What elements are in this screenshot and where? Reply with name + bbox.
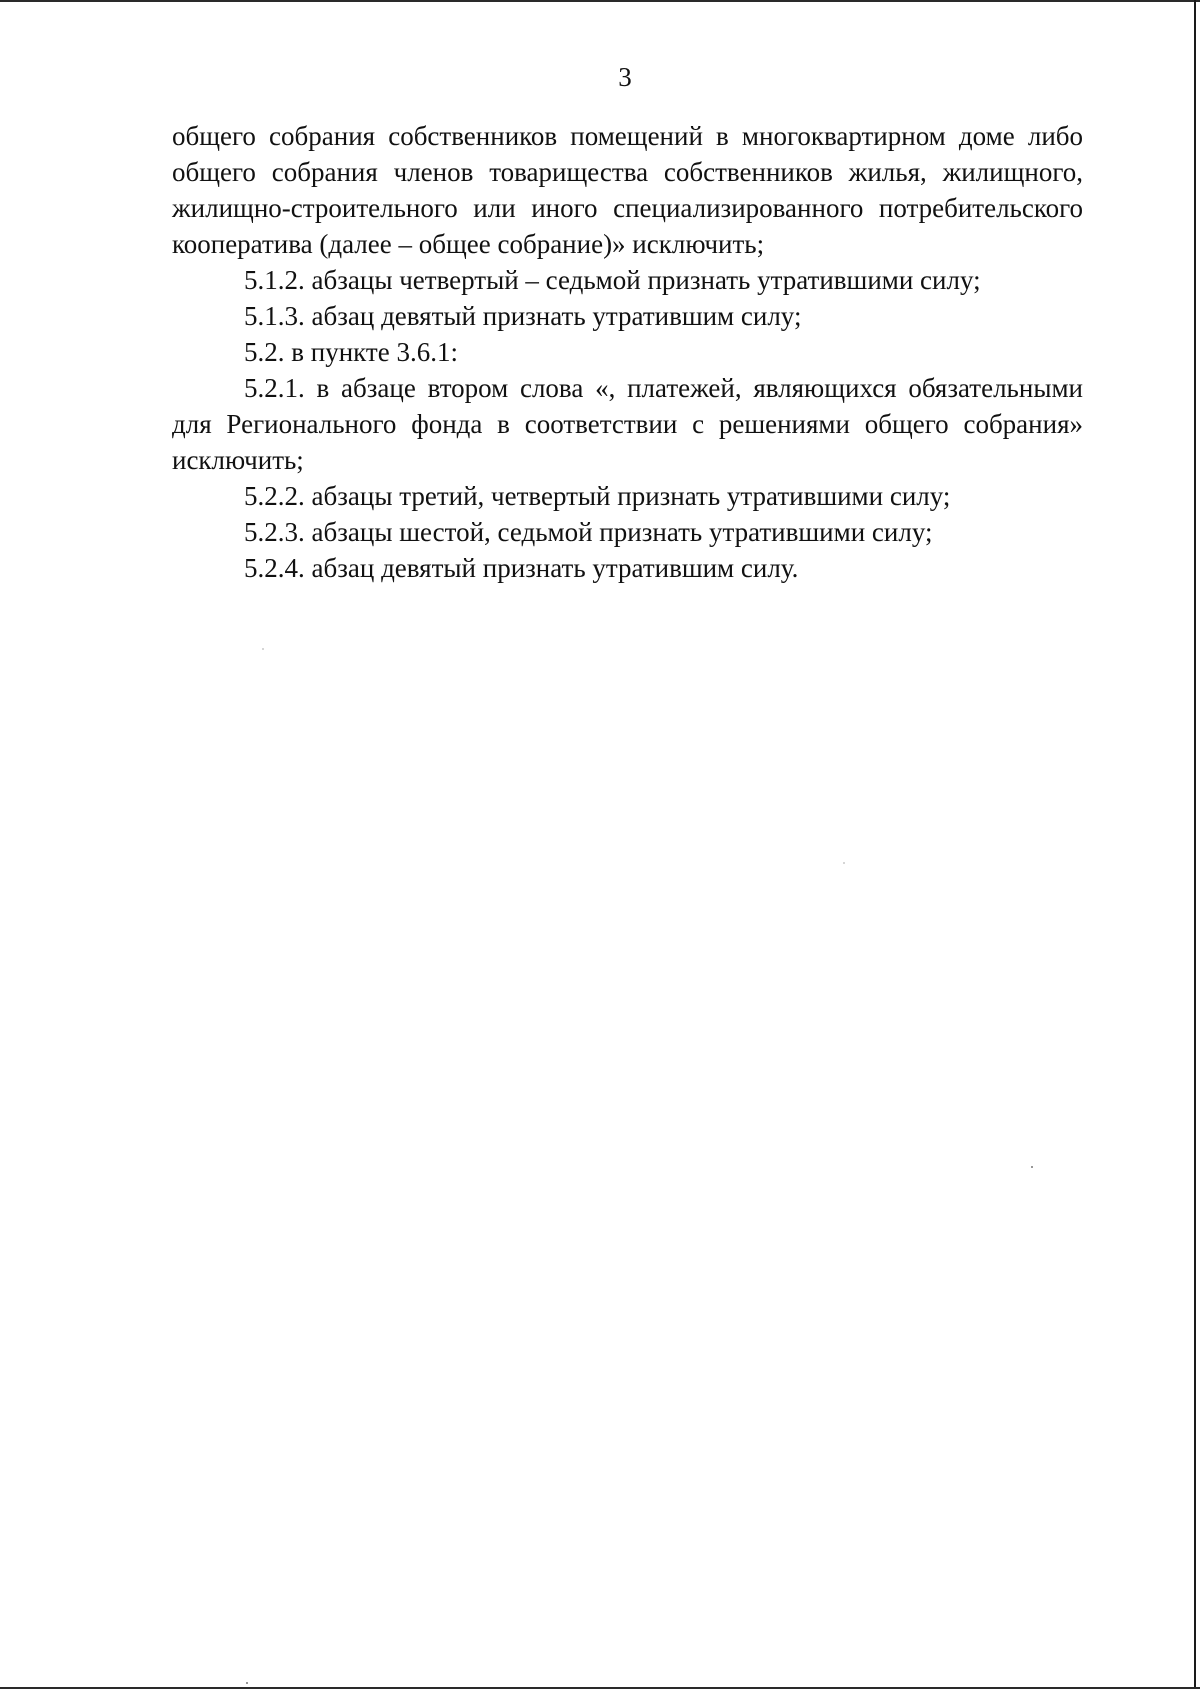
scan-speck	[1031, 1166, 1033, 1168]
paragraph-5-2-4: 5.2.4. абзац девятый признать утратившим силу.	[244, 553, 799, 583]
paragraph-continuation: общего собрания собственников помещений в многоквартирном доме либо общего собрания членов товарищества собственников жилья, жилищного, жилищно-строительного или иного специализированного потребительского кооператива (далее – общее собрание)» исключить;	[172, 121, 1083, 259]
scan-speck	[843, 862, 845, 864]
scan-speck	[246, 1682, 248, 1684]
page-number: 3	[618, 62, 632, 92]
scan-speck	[262, 648, 264, 650]
paragraph-5-2: 5.2. в пункте 3.6.1:	[244, 337, 458, 367]
paragraph-5-1-2: 5.1.2. абзацы четвертый – седьмой признать утратившими силу;	[244, 265, 981, 295]
scan-edge-top	[0, 0, 1200, 2]
paragraph-5-2-2: 5.2.2. абзацы третий, четвертый признать утратившими силу;	[244, 481, 951, 511]
paragraph-5-2-3: 5.2.3. абзацы шестой, седьмой признать утратившими силу;	[244, 517, 933, 547]
paragraph-5-2-1: 5.2.1. в абзаце втором слова «, платежей, являющихся обязательными для Регионального фонда в соответствии с решениями общего собрания» исключить;	[172, 373, 1083, 475]
scan-edge-right	[1194, 0, 1196, 1689]
paragraph-5-1-3: 5.1.3. абзац девятый признать утратившим силу;	[244, 301, 802, 331]
document-body	[172, 118, 1083, 586]
